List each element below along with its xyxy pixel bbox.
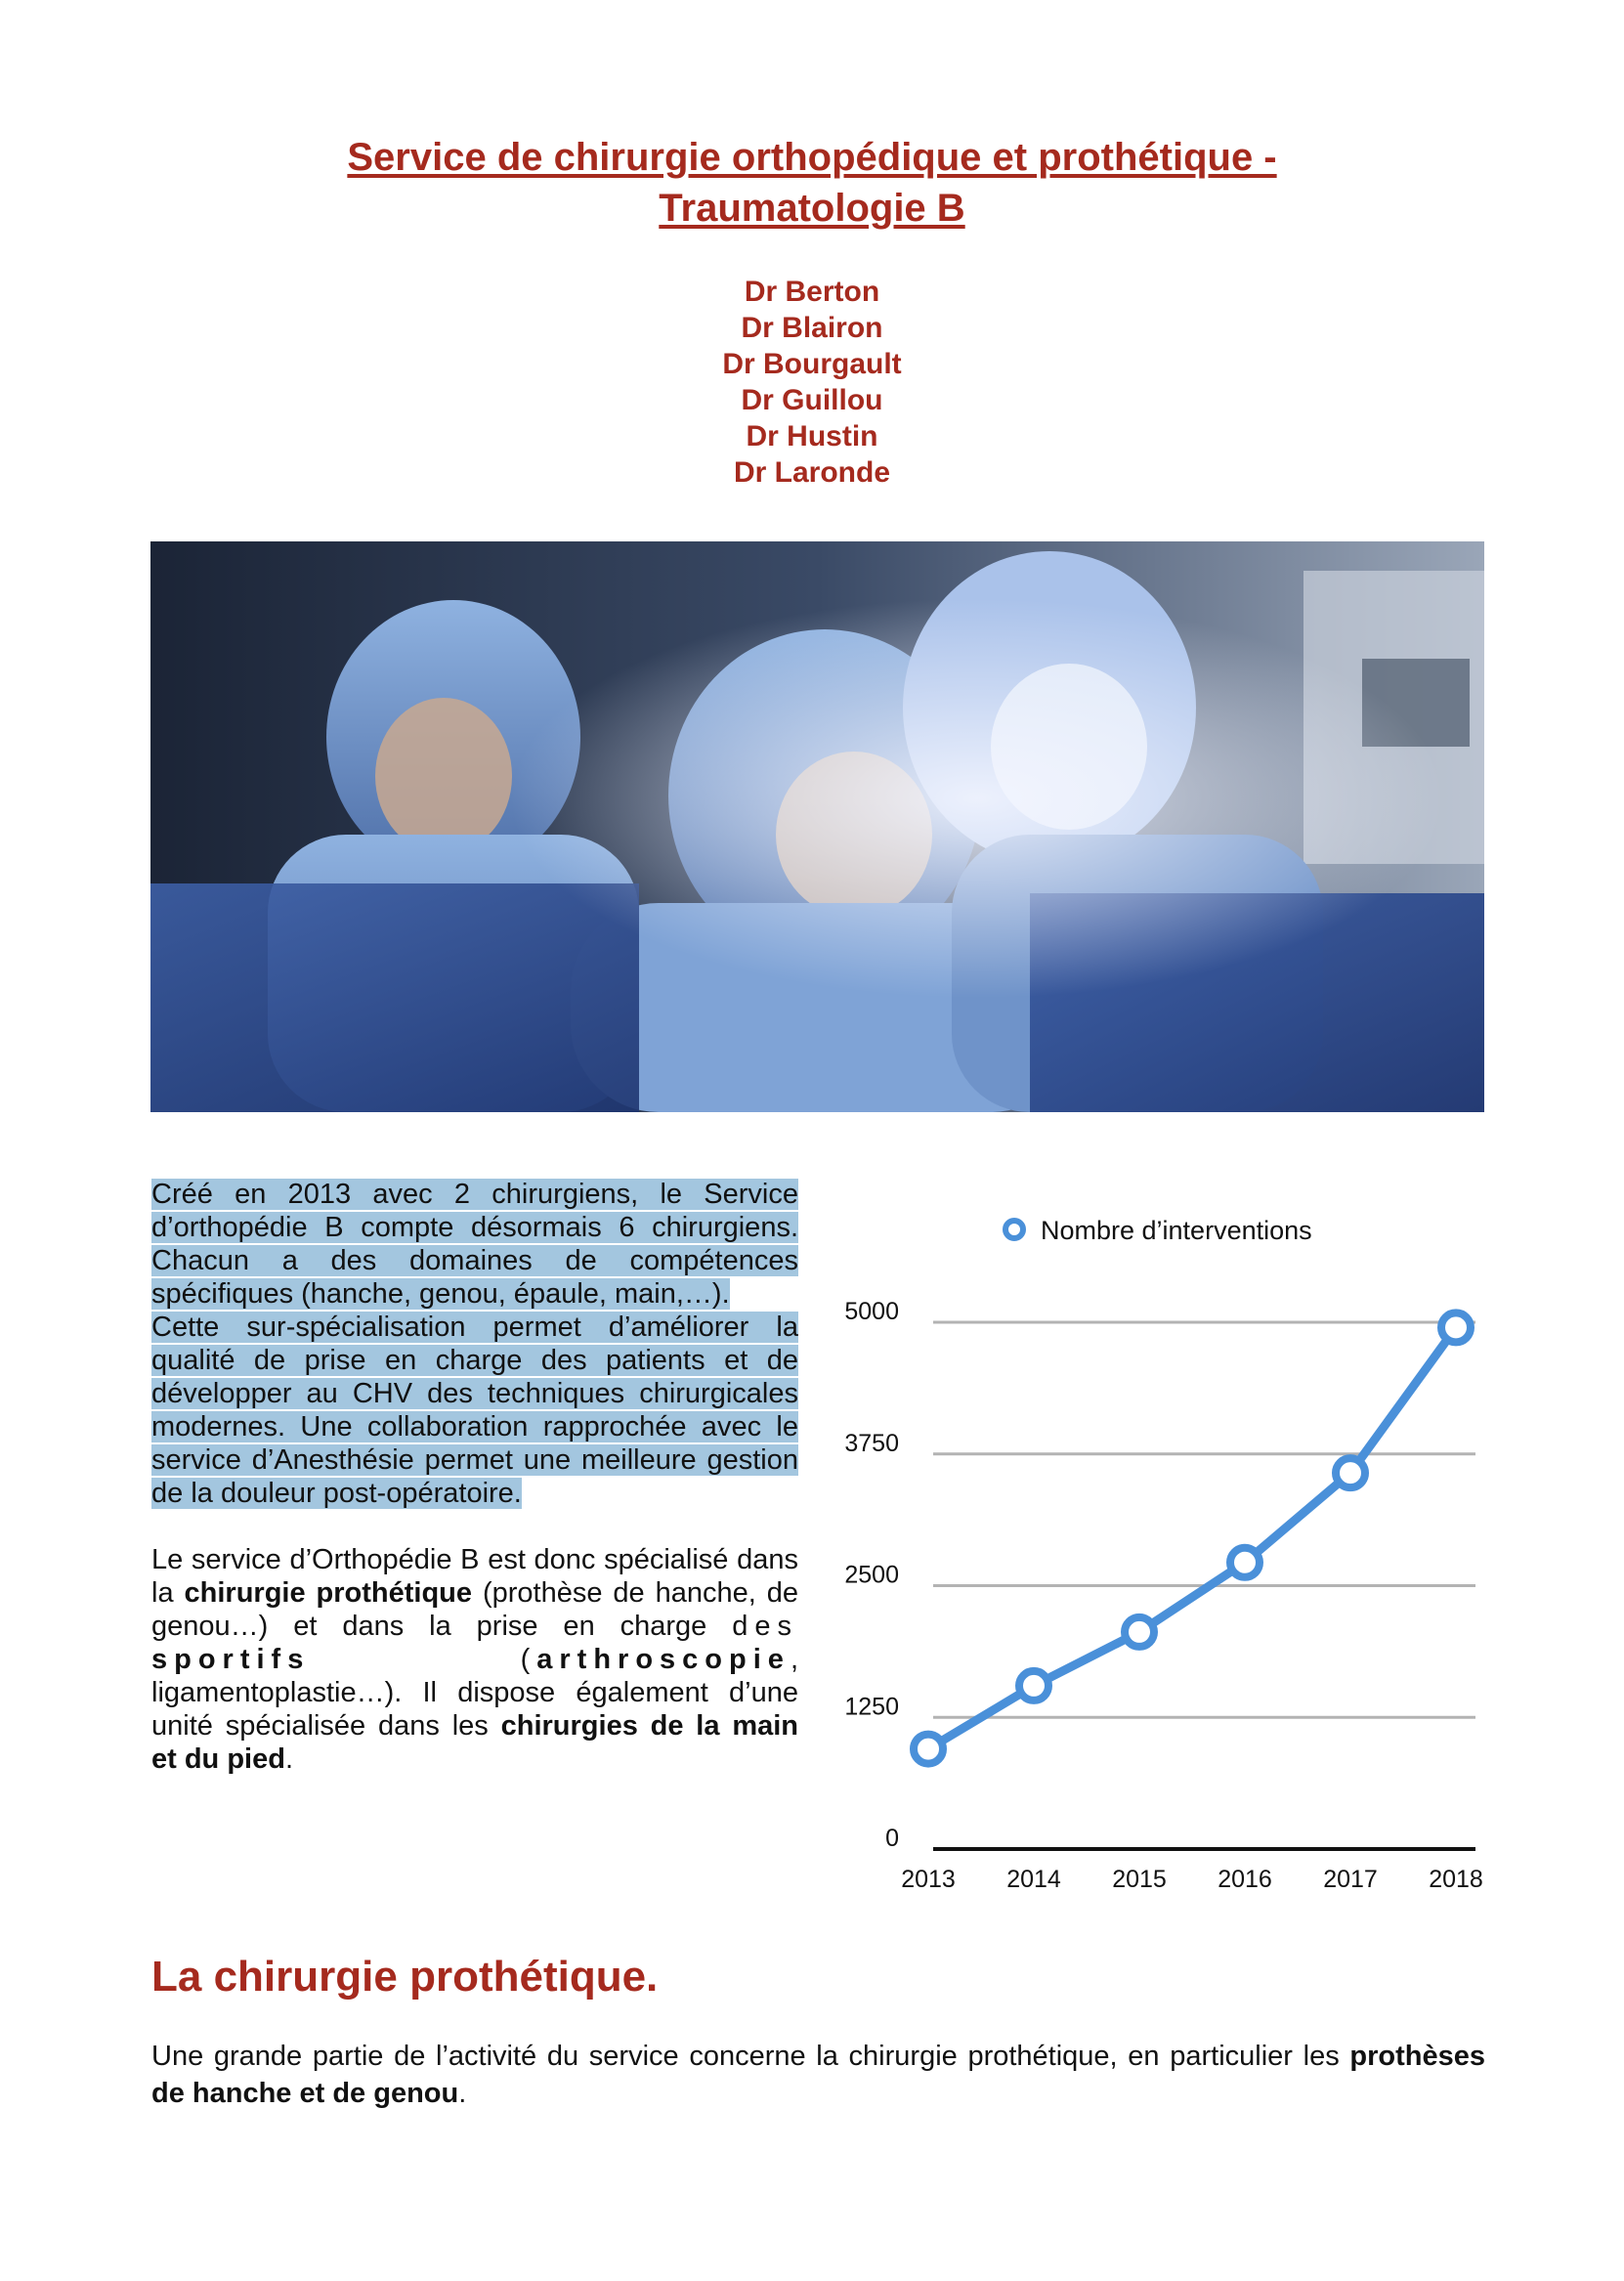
text-run: des xyxy=(732,1611,798,1642)
y-tick-label: 0 xyxy=(885,1825,899,1852)
data-point xyxy=(1019,1671,1048,1700)
data-point xyxy=(914,1735,943,1764)
title-line-1: Service de chirurgie orthopédique et prothétique - xyxy=(347,136,1277,179)
legend-marker xyxy=(1005,1221,1023,1238)
x-tick-label: 2017 xyxy=(1323,1866,1378,1893)
data-point xyxy=(1125,1617,1154,1647)
text-run: , ligamentoplastie…). Il dispose également d’une unité spécialisée dans les xyxy=(151,1644,798,1742)
text-run: (prothèse de hanche, de genou…) et dans la prise en charge xyxy=(151,1577,798,1642)
x-tick-label: 2014 xyxy=(1006,1866,1061,1893)
bold-run: chirurgie prothétique xyxy=(184,1577,473,1609)
chart-svg xyxy=(821,1197,1505,1901)
page-title xyxy=(0,132,1624,234)
doctor-name: Dr Berton xyxy=(744,276,880,308)
bold-run: sportifs xyxy=(151,1644,311,1675)
doctor-name: Dr Blairon xyxy=(741,312,883,344)
series-line xyxy=(928,1327,1456,1748)
x-tick-label: 2016 xyxy=(1218,1866,1272,1893)
section-heading: La chirurgie prothétique. xyxy=(151,1953,659,2001)
data-point xyxy=(1230,1548,1260,1577)
bold-run: chirurgies de la main et du pied xyxy=(151,1710,798,1775)
doctor-name: Dr Guillou xyxy=(741,384,883,416)
intro-paragraph-1: Créé en 2013 avec 2 chirurgiens, le Service d’orthopédie B compte désormais 6 chirurgiens. Chacun a des domaines de compétences spécifiques (hanche, genou, épaule, main,…). xyxy=(151,1179,798,1310)
y-tick-label: 3750 xyxy=(844,1429,899,1457)
text-run: . xyxy=(284,1743,294,1775)
interventions-chart xyxy=(821,1197,1505,1901)
data-point xyxy=(1441,1313,1471,1342)
doctor-name: Dr Hustin xyxy=(746,420,878,452)
text-run: Le service d’Orthopédie B est donc spécialisé dans la xyxy=(151,1544,798,1609)
y-tick-label: 5000 xyxy=(844,1298,899,1325)
text-run: . xyxy=(458,2078,467,2109)
x-tick-label: 2018 xyxy=(1429,1866,1483,1893)
text-run: ( xyxy=(310,1644,537,1675)
title-line-2: Traumatologie B xyxy=(659,187,965,230)
y-tick-label: 1250 xyxy=(844,1693,899,1721)
intro-paragraph-2 xyxy=(151,1543,798,1776)
x-tick-label: 2015 xyxy=(1112,1866,1167,1893)
doctor-name: Dr Laronde xyxy=(733,456,891,489)
data-point xyxy=(1336,1458,1365,1487)
intro-text xyxy=(151,1178,798,1776)
bold-run: arthroscopie xyxy=(536,1644,791,1675)
doctor-list xyxy=(0,274,1624,491)
bold-run: prothèses de hanche et de genou xyxy=(151,2041,1485,2109)
section-paragraph xyxy=(151,2038,1485,2112)
doctor-name: Dr Bourgault xyxy=(722,348,902,380)
intro-paragraph-1b: Cette sur-spécialisation permet d’améliorer la qualité de prise en charge des patients et de développer au CHV des techniques chirurgicales modernes. Une collaboration rapprochée avec le service d’Anesthésie permet une meilleure gestion de la douleur post-opératoire. xyxy=(151,1312,798,1509)
text-run: Une grande partie de l’activité du service concerne la chirurgie prothétique, en particulier les xyxy=(151,2041,1350,2072)
x-tick-label: 2013 xyxy=(901,1866,956,1893)
y-tick-label: 2500 xyxy=(844,1561,899,1589)
legend-label: Nombre d’interventions xyxy=(1041,1216,1312,1245)
surgery-photo xyxy=(150,541,1484,1112)
